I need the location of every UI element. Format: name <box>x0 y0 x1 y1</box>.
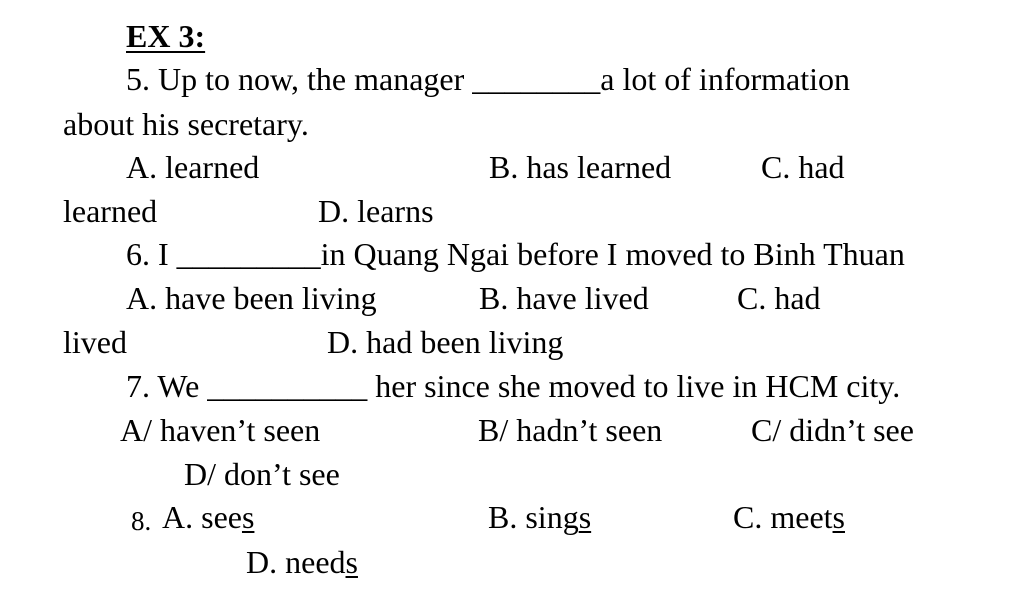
question-8-option-b <box>488 499 591 535</box>
exercise-title: EX 3: <box>126 18 206 54</box>
question-7-stem: 7. We __________ her since she moved to live in HCM city. <box>126 368 901 404</box>
question-8-option-c-underlined: s <box>832 499 845 535</box>
question-5-option-d: D. learns <box>318 193 434 229</box>
question-7-option-c: C/ didn’t see <box>751 412 914 448</box>
question-8-option-d-text: D. need <box>246 544 346 580</box>
question-8-option-b-underlined: s <box>578 499 592 535</box>
question-8-option-a-underlined: s <box>241 499 255 535</box>
question-5-option-c: C. had <box>761 149 845 185</box>
question-5-option-b: B. has learned <box>489 149 672 185</box>
question-6-option-c: C. had <box>737 280 821 316</box>
question-5-stem-line-1: 5. Up to now, the manager ________a lot of information <box>126 61 850 97</box>
question-8-option-a <box>162 499 254 535</box>
question-6-option-d: D. had been living <box>327 324 564 360</box>
question-8-option-c <box>733 499 845 535</box>
question-8-option-c-text: C. meet <box>733 499 833 535</box>
question-7-option-b: B/ hadn’t seen <box>478 412 663 448</box>
question-6-option-b: B. have lived <box>479 280 649 316</box>
question-5-stem-line-2: about his secretary. <box>63 106 309 142</box>
question-6-stem: 6. I _________in Quang Ngai before I moved to Binh Thuan <box>126 236 905 272</box>
question-5-option-a: A. learned <box>126 149 260 185</box>
question-8-option-d-underlined: s <box>345 544 358 580</box>
question-6-option-c-continued: lived <box>63 324 127 360</box>
question-8-option-b-text: B. sing <box>488 499 579 535</box>
question-7-option-a: A/ haven’t seen <box>120 412 321 448</box>
question-6-option-a: A. have been living <box>126 280 377 316</box>
question-8-number: 8. <box>131 506 152 536</box>
question-8-option-a-text: A. see <box>162 499 242 535</box>
question-7-option-d: D/ don’t see <box>184 456 340 492</box>
question-8-option-d <box>246 544 358 580</box>
question-5-option-c-continued: learned <box>63 193 158 229</box>
